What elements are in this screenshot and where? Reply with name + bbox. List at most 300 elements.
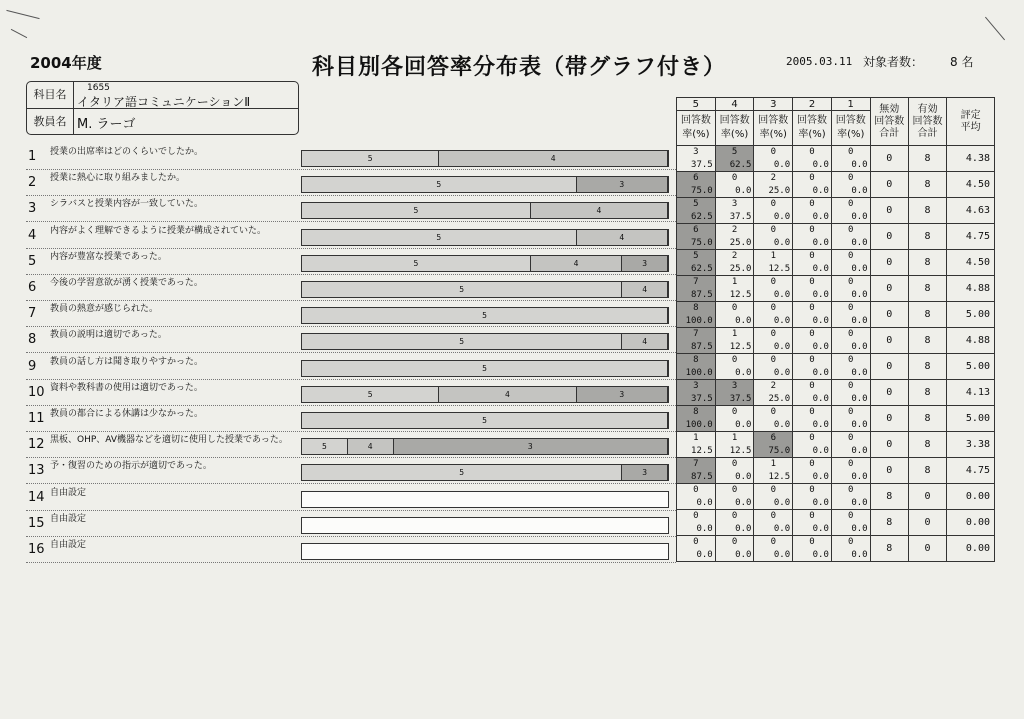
rating-header-2: 2 [793,98,832,111]
rating-cell [831,172,870,198]
question-row [26,274,676,301]
rating-cell [754,302,793,328]
rating-average: 0.00 [947,510,995,536]
rating-subheader [754,111,793,146]
question-text: 教員の熱意が感じられた。 [50,304,159,315]
rating-cell [793,432,832,458]
rating-cell [831,458,870,484]
bar-segment-5: 5 [302,230,577,245]
rating-cell [831,328,870,354]
question-text: 自由設定 [50,513,87,524]
response-rate: 62.5 [691,212,713,222]
question-text: 資料や教科書の使用は適切であった。 [50,382,203,393]
response-rate: 0.0 [735,498,752,508]
bar-segment-4: 4 [531,203,668,218]
rating-header-5: 5 [677,98,716,111]
bar-segment-5: 5 [302,361,668,376]
response-rate: 0.0 [851,524,868,534]
results-row [677,354,995,380]
response-count: 0 [848,251,854,261]
results-row [677,380,995,406]
response-count: 0 [848,303,854,313]
rating-cell [715,250,754,276]
question-row [26,143,676,170]
question-text: シラバスと授業内容が一致していた。 [50,199,204,210]
response-count: 3 [731,381,738,391]
response-rate: 87.5 [691,342,713,352]
rating-cell [793,354,832,380]
bar-segment-3: 3 [394,439,669,454]
rating-cell [831,354,870,380]
invalid-count: 0 [870,406,908,432]
bar-segment-5: 5 [302,282,622,297]
response-rate: 0.0 [851,472,868,482]
response-rate: 0.0 [812,420,829,430]
rating-cell [831,146,870,172]
response-count: 0 [809,225,815,235]
question-row [26,222,676,249]
rating-cell [754,536,793,562]
rating-cell [677,224,716,250]
bar-segment-3: 3 [577,387,669,402]
rating-cell [831,276,870,302]
response-count: 0 [770,225,776,235]
response-rate: 0.0 [773,316,791,326]
teacher-name: M. ラーゴ [77,117,136,132]
rating-cell [677,354,716,380]
response-rate: 0.0 [735,420,752,430]
response-count: 0 [848,277,854,287]
response-count: 0 [770,303,776,313]
response-count: 6 [693,225,699,235]
subject-code: 1655 [87,83,110,93]
distribution-bar [301,412,669,429]
response-count: 0 [809,251,815,261]
rating-cell [754,380,793,406]
bar-segment-5: 5 [302,465,622,480]
results-row [677,224,995,250]
response-rate: 25.0 [729,264,752,274]
rating-header-3: 3 [754,98,793,111]
count-label: 回答数 [835,115,866,126]
response-count: 0 [809,511,815,521]
response-count: 1 [731,329,738,339]
question-text: 内容が豊富な授業であった。 [50,251,167,262]
rating-cell [831,510,870,536]
invalid-count: 0 [870,458,908,484]
distribution-bar [301,386,669,403]
response-rate: 0.0 [773,368,791,378]
rating-cell [677,536,716,562]
response-rate: 0.0 [735,368,752,378]
question-row [26,379,676,406]
response-count: 0 [770,277,776,287]
response-rate: 100.0 [685,316,713,326]
question-text: 予・復習のための指示が適切であった。 [50,461,212,472]
bar-segment-3: 3 [622,465,668,480]
rating-cell [677,250,716,276]
question-number: 5 [28,253,37,269]
response-count: 0 [809,537,815,547]
response-count: 0 [731,511,738,521]
valid-header-text: 有効 回答数 合計 [912,103,943,139]
response-rate: 75.0 [691,186,713,196]
response-rate: 0.0 [851,238,868,248]
rating-cell [715,302,754,328]
rating-cell [793,146,832,172]
response-rate: 0.0 [773,420,791,430]
rating-cell [831,224,870,250]
response-rate: 0.0 [735,186,752,196]
rating-cell [754,198,793,224]
rating-cell [715,432,754,458]
rating-cell [754,510,793,536]
rating-cell [677,328,716,354]
response-rate: 0.0 [812,472,829,482]
response-rate: 0.0 [851,290,868,300]
response-rate: 87.5 [691,472,713,482]
distribution-bar [301,491,669,508]
response-count: 0 [848,199,854,209]
rating-cell [715,484,754,510]
response-rate: 0.0 [812,264,829,274]
question-row [26,326,676,353]
rating-average: 4.88 [947,328,995,354]
question-text: 教員の話し方は聞き取りやすかった。 [50,356,204,367]
distribution-bar [301,281,669,298]
count-label: 回答数 [797,115,828,126]
response-rate: 100.0 [685,368,713,378]
response-rate: 0.0 [696,524,713,534]
response-count: 0 [809,407,815,417]
distribution-bar [301,255,669,272]
rating-cell [715,328,754,354]
rate-label: 率(%) [759,129,787,140]
rating-cell [677,146,716,172]
rating-cell [677,172,716,198]
rating-cell [793,458,832,484]
response-count: 2 [770,173,776,183]
response-count: 5 [693,251,699,261]
invalid-count: 0 [870,146,908,172]
rating-cell [793,406,832,432]
scan-mark-right [985,17,1005,41]
question-row [26,510,676,537]
rating-average: 4.13 [947,380,995,406]
rating-average: 4.75 [947,458,995,484]
rating-cell [677,484,716,510]
response-count: 8 [693,303,699,313]
response-rate: 0.0 [735,550,752,560]
count-label: 回答数 [758,115,789,126]
rating-cell [715,458,754,484]
rating-average: 3.38 [947,432,995,458]
distribution-bar [301,543,669,560]
rating-cell [677,198,716,224]
rating-cell [831,198,870,224]
response-count: 1 [770,459,776,469]
bar-segment-5: 5 [302,387,439,402]
bar-segment-5: 5 [302,177,577,192]
results-row [677,250,995,276]
response-count: 0 [809,485,815,495]
bar-segment-5: 5 [302,256,531,271]
response-count: 0 [809,173,815,183]
rating-average: 0.00 [947,536,995,562]
response-rate: 0.0 [812,342,829,352]
bar-segment-4: 4 [622,334,668,349]
response-count: 6 [693,173,699,183]
rating-cell [715,276,754,302]
rating-cell [793,276,832,302]
response-count: 0 [809,433,815,443]
count-label: 回答数 [680,115,711,126]
response-count: 0 [848,225,854,235]
rating-average: 4.63 [947,198,995,224]
rating-average: 4.50 [947,172,995,198]
invalid-count: 8 [870,536,908,562]
response-rate: 0.0 [812,186,829,196]
rating-cell [715,380,754,406]
response-count: 0 [731,303,738,313]
valid-count: 8 [908,354,946,380]
response-count: 7 [693,277,699,287]
distribution-bar [301,360,669,377]
response-count: 3 [731,199,738,209]
valid-count: 8 [908,302,946,328]
invalid-count: 0 [870,172,908,198]
rating-cell [677,432,716,458]
invalid-count: 0 [870,354,908,380]
question-number: 16 [28,542,45,557]
response-count: 0 [731,173,738,183]
response-count: 0 [770,329,776,339]
count-label: 回答数 [719,115,750,126]
response-count: 2 [731,251,738,261]
question-number: 1 [28,149,37,164]
response-count: 5 [693,199,699,209]
response-count: 0 [809,277,815,287]
response-rate: 0.0 [696,498,713,508]
rating-cell [793,536,832,562]
response-rate: 37.5 [691,394,713,404]
response-count: 0 [770,199,776,209]
results-row [677,432,995,458]
bar-segment-3: 3 [577,177,669,192]
response-rate: 0.0 [696,550,713,560]
avg-header-text: 評定 平均 [960,109,981,133]
bar-segment-4: 4 [531,256,623,271]
rating-average: 4.88 [947,276,995,302]
response-rate: 0.0 [851,264,868,274]
rating-cell [677,302,716,328]
valid-count: 0 [908,536,946,562]
response-rate: 0.0 [851,446,868,456]
bar-segment-5: 5 [302,151,439,166]
response-count: 8 [693,355,699,365]
rating-cell [754,250,793,276]
invalid-header-text: 無効 回答数 合計 [874,103,905,139]
bar-segment-4: 4 [439,387,576,402]
response-rate: 0.0 [773,342,791,352]
response-rate: 75.0 [768,446,791,456]
rating-cell [793,484,832,510]
rating-average: 4.50 [947,250,995,276]
rating-cell [677,380,716,406]
question-number: 14 [28,489,45,505]
rating-cell [715,406,754,432]
response-count: 0 [693,537,699,547]
response-count: 0 [693,511,699,521]
question-text: 教員の都合による休講は少なかった。 [50,409,204,419]
rating-cell [793,510,832,536]
subject-label: 科目名 [27,82,74,108]
response-rate: 12.5 [768,264,791,274]
response-count: 8 [693,407,699,417]
rating-cell [754,354,793,380]
question-row [26,457,676,484]
question-row [26,431,676,458]
response-count: 3 [693,381,699,391]
question-row [26,405,676,432]
rating-cell [793,172,832,198]
valid-count: 8 [908,432,946,458]
valid-count: 8 [908,458,946,484]
rating-cell [715,198,754,224]
rating-cell [754,224,793,250]
bar-segment-5: 5 [302,439,348,454]
response-rate: 0.0 [735,472,752,482]
question-text: 黒板、OHP、AV機器などを適切に使用した授業であった。 [50,435,288,446]
distribution-bar [301,229,669,246]
bar-segment-3: 3 [622,256,668,271]
response-rate: 0.0 [851,212,868,222]
bar-segment-5: 5 [302,413,668,428]
valid-count: 0 [908,484,946,510]
rating-cell [715,146,754,172]
response-rate: 0.0 [773,238,791,248]
rating-cell [793,328,832,354]
response-count: 0 [770,511,776,521]
response-rate: 0.0 [773,212,791,222]
response-rate: 0.0 [851,420,868,430]
rating-average: 5.00 [947,354,995,380]
rating-cell [754,458,793,484]
bar-segment-5: 5 [302,334,622,349]
results-row [677,484,995,510]
question-row [26,169,676,196]
response-count: 0 [731,537,738,547]
question-text: 教員の説明は適切であった。 [50,330,167,341]
response-rate: 0.0 [812,316,829,326]
response-count: 0 [770,407,776,417]
rating-cell [715,354,754,380]
response-count: 0 [731,485,738,495]
response-rate: 0.0 [851,550,868,560]
valid-count: 8 [908,276,946,302]
response-count: 0 [809,303,815,313]
rating-cell [715,536,754,562]
invalid-count: 0 [870,328,908,354]
question-text: 内容がよく理解できるように授業が構成されていた。 [50,225,267,236]
results-row [677,328,995,354]
response-rate: 0.0 [851,186,868,196]
response-count: 6 [770,433,776,443]
rating-cell [754,484,793,510]
scan-mark-left-2 [11,29,27,38]
response-rate: 0.0 [812,524,829,534]
question-number: 9 [28,358,37,374]
rating-cell [715,224,754,250]
rating-cell [677,458,716,484]
valid-count: 8 [908,380,946,406]
target-count-value: 8 名 [950,55,974,69]
response-rate: 12.5 [729,446,752,456]
response-count: 0 [809,381,815,391]
response-rate: 0.0 [851,160,868,170]
question-row [26,536,676,563]
distribution-bar [301,307,669,324]
distribution-bar [301,176,669,193]
response-count: 0 [731,459,738,469]
rating-subheader [793,111,832,146]
response-count: 0 [848,173,854,183]
rating-cell [793,198,832,224]
question-text: 今後の学習意欲が湧く授業であった。 [50,278,203,288]
response-rate: 0.0 [812,368,829,378]
results-row [677,458,995,484]
rating-subheader [715,111,754,146]
response-count: 0 [731,355,738,365]
invalid-count: 8 [870,510,908,536]
response-count: 2 [770,381,776,391]
response-rate: 62.5 [729,160,752,170]
question-number: 7 [28,306,37,322]
rating-average: 0.00 [947,484,995,510]
rate-label: 率(%) [682,129,710,140]
results-row [677,302,995,328]
invalid-header [870,98,908,146]
response-count: 7 [693,459,699,469]
rating-cell [754,328,793,354]
rating-cell [754,172,793,198]
response-count: 1 [731,433,738,443]
response-rate: 87.5 [691,290,713,300]
invalid-count: 0 [870,250,908,276]
distribution-bar [301,202,669,219]
response-count: 0 [770,147,776,157]
rate-label: 率(%) [837,129,865,140]
response-rate: 0.0 [812,550,829,560]
response-rate: 100.0 [685,420,713,430]
response-count: 0 [848,381,854,391]
valid-count: 8 [908,224,946,250]
question-number: 13 [28,463,45,479]
response-count: 0 [770,537,776,547]
bar-segment-4: 4 [439,151,668,166]
response-rate: 12.5 [768,472,791,482]
response-count: 1 [770,251,776,261]
rating-cell [831,484,870,510]
response-rate: 0.0 [851,316,868,326]
response-rate: 0.0 [773,550,791,560]
response-rate: 0.0 [812,446,829,456]
response-count: 2 [731,225,738,235]
question-text: 授業の出席率はどのくらいでしたか。 [50,147,204,157]
question-number: 8 [28,332,37,348]
question-row [26,353,676,380]
valid-count: 8 [908,250,946,276]
